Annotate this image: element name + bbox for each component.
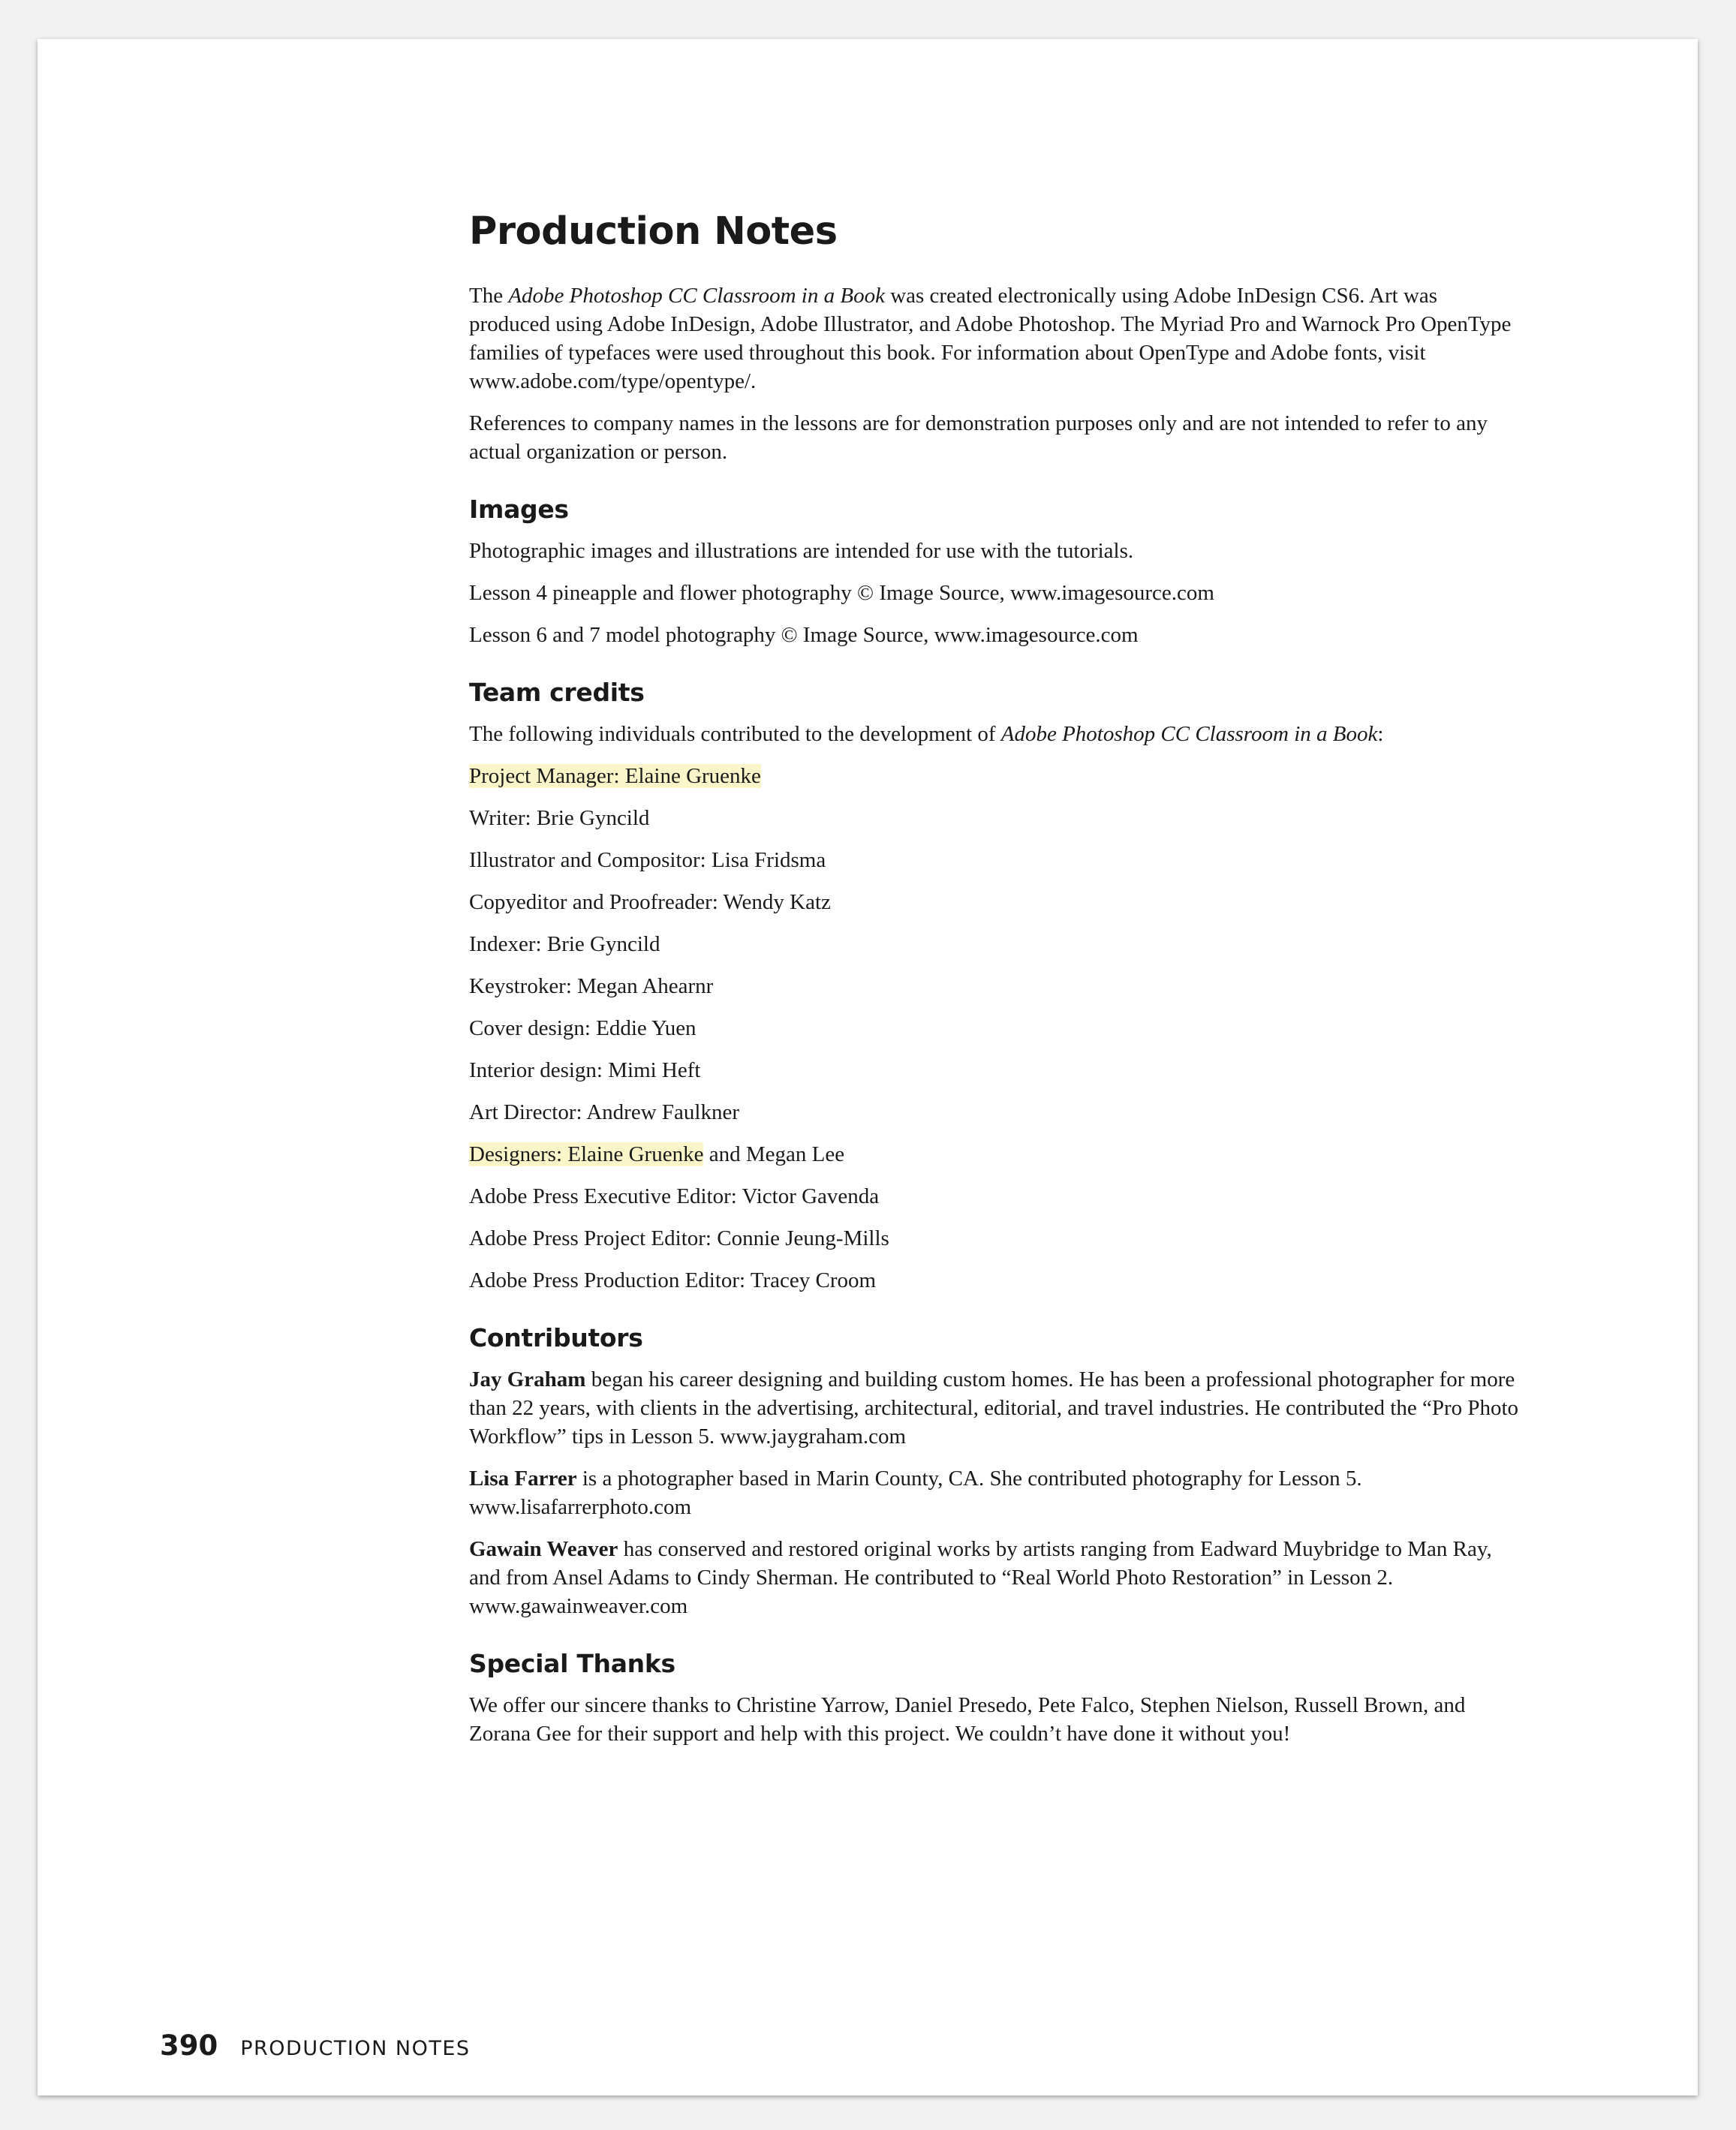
highlight-project-manager: Project Manager: Elaine Gruenke (469, 764, 761, 788)
contributor-bio: began his career designing and building custom homes. He has been a professional photographer for more than 22 years, with clients in the advertising, architectural, editorial, and travel industries. He contributed the “Pro Photo Workflow” tips in Lesson 5. www.jaygraham.com (469, 1367, 1519, 1449)
intro-paragraph-2: References to company names in the lessons are for demonstration purposes only and are not intended to refer to any actual organization or person. (469, 411, 1488, 464)
special-thanks-heading: Special Thanks (469, 1649, 675, 1678)
team-credits-heading: Team credits (469, 678, 645, 707)
page-number: 390 (160, 2029, 218, 2062)
credit-project-manager (469, 762, 1520, 790)
contributor-name: Jay Graham (469, 1367, 586, 1391)
team-intro-suffix: : (1377, 722, 1384, 746)
designers-rest: and Megan Lee (703, 1142, 845, 1166)
credit-production-editor: Adobe Press Production Editor: Tracey Croom (469, 1268, 877, 1292)
special-thanks-text: We offer our sincere thanks to Christine Yarrow, Daniel Presedo, Pete Falco, Stephen Nielson, Russell Brown, and Zorana Gee for their support and help with this project. We couldn’t have done it without you! (469, 1693, 1466, 1746)
team-intro (469, 720, 1520, 748)
images-heading: Images (469, 495, 569, 524)
page-footer (160, 2029, 471, 2062)
intro-rest: was created electronically using Adobe InDesign CS6. Art was produced using Adobe InDesign, Adobe Illustrator, and Adobe Photoshop. The Myriad Pro and Warnock Pro OpenType families of typefaces were used throughout this book. For information about OpenType and Adobe fonts, visit www.adobe.com/type/opentype/. (469, 284, 1512, 393)
contributor-bio: is a photographer based in Marin County, CA. She contributed photography for Lesson 5. www.lisafarrerphoto.com (469, 1467, 1362, 1519)
page (38, 39, 1698, 2095)
credit-keystroker: Keystroker: Megan Ahearnr (469, 974, 714, 998)
credit-project-editor: Adobe Press Project Editor: Connie Jeung-Mills (469, 1226, 889, 1250)
intro-paragraph-1 (469, 281, 1520, 396)
contributors-heading: Contributors (469, 1323, 643, 1352)
intro-prefix: The (469, 284, 509, 308)
contributor-gawain-weaver (469, 1535, 1520, 1620)
credit-cover-design: Cover design: Eddie Yuen (469, 1016, 697, 1040)
credit-interior-design: Interior design: Mimi Heft (469, 1058, 701, 1082)
credit-writer: Writer: Brie Gyncild (469, 806, 650, 830)
page-title: Production Notes (469, 209, 838, 254)
running-footer-section: PRODUCTION NOTES (240, 2037, 471, 2060)
images-line-2: Lesson 4 pineapple and flower photography © Image Source, www.imagesource.com (469, 581, 1214, 605)
contributor-name: Gawain Weaver (469, 1537, 618, 1561)
images-line-3: Lesson 6 and 7 model photography © Image Source, www.imagesource.com (469, 623, 1139, 647)
credit-designers (469, 1140, 1520, 1169)
contributor-lisa-farrer (469, 1464, 1520, 1521)
contributor-bio: has conserved and restored original works by artists ranging from Eadward Muybridge to Man Ray, and from Ansel Adams to Cindy Sherman. He contributed to “Real World Photo Restoration” in Lesson 2. www.gawainweaver.com (469, 1537, 1492, 1618)
credit-illustrator: Illustrator and Compositor: Lisa Fridsma (469, 848, 826, 872)
credit-copyeditor: Copyeditor and Proofreader: Wendy Katz (469, 890, 831, 914)
credit-indexer: Indexer: Brie Gyncild (469, 932, 660, 956)
credit-art-director: Art Director: Andrew Faulkner (469, 1100, 739, 1124)
content (469, 168, 1520, 1761)
contributor-jay-graham (469, 1365, 1520, 1451)
team-intro-title: Adobe Photoshop CC Classroom in a Book (1000, 722, 1378, 746)
team-intro-prefix: The following individuals contributed to the development of (469, 722, 1001, 746)
highlight-designers: Designers: Elaine Gruenke (469, 1142, 704, 1166)
contributor-name: Lisa Farrer (469, 1467, 577, 1491)
images-line-1: Photographic images and illustrations are intended for use with the tutorials. (469, 539, 1134, 563)
book-title: Adobe Photoshop CC Classroom in a Book (508, 284, 885, 308)
credit-executive-editor: Adobe Press Executive Editor: Victor Gavenda (469, 1184, 880, 1208)
